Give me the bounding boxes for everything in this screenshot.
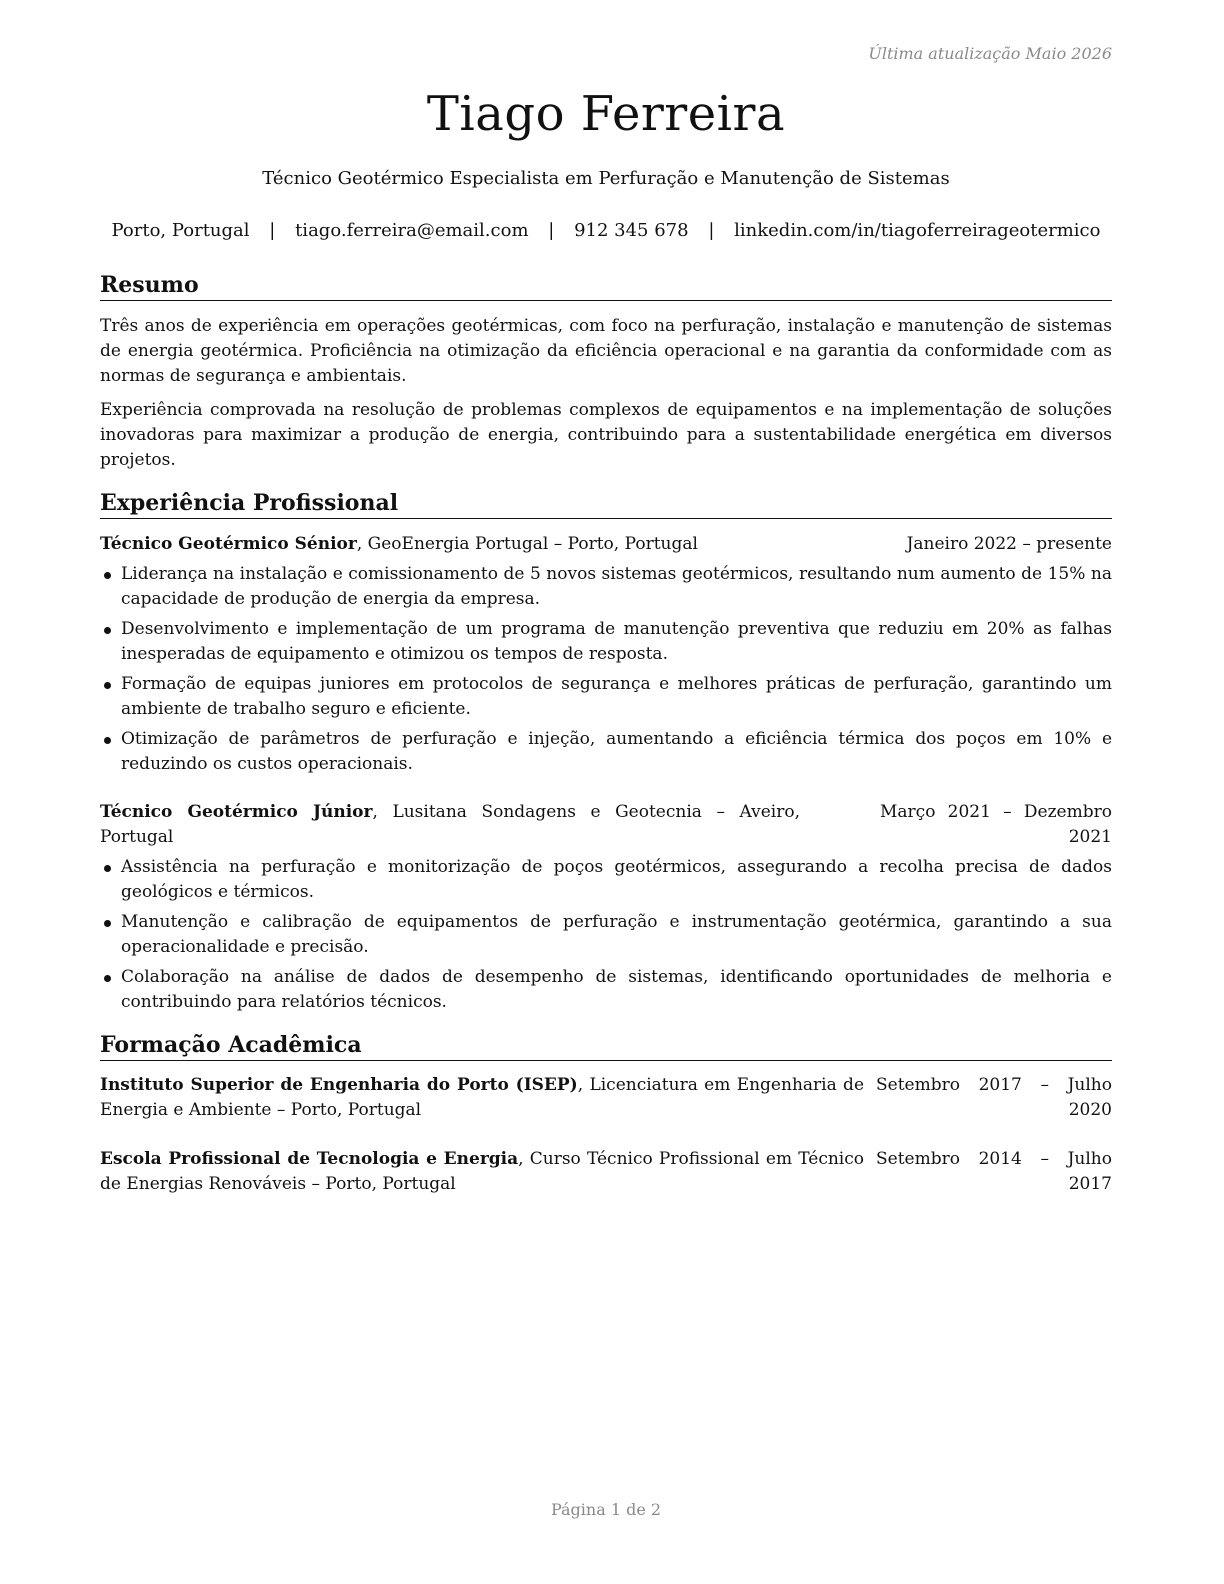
- job-role: Técnico Geotérmico Sénior: [100, 534, 357, 554]
- candidate-headline: Técnico Geotérmico Especialista em Perfuração e Manutenção de Sistemas: [262, 168, 950, 189]
- job-company: , GeoEnergia Portugal – Porto, Portugal: [356, 534, 698, 554]
- education-item: [100, 1073, 1112, 1123]
- list-item: Formação de equipas juniores em protocolos de segurança e melhores práticas de perfuração, garantindo um ambiente de trabalho seguro e eficiente.: [100, 672, 1112, 722]
- summary-paragraph: Três anos de experiência em operações geotérmicas, com foco na perfuração, instalação e manutenção de sistemas de energia geotérmica. Proficiência na otimização da eficiência operacional e na garantia da conformidade com as normas de segurança e ambientais.: [100, 316, 1112, 386]
- summary-paragraph: Experiência comprovada na resolução de problemas complexos de equipamentos e na implementação de soluções inovadoras para maximizar a produção de energia, contribuindo para a sustentabilidade energética em diversos projetos.: [100, 400, 1112, 470]
- page-number: Página 1 de 2: [550, 1500, 662, 1519]
- job-company: , Lusitana Sondagens e Geotecnia – Aveiro, Portugal: [100, 802, 800, 847]
- contact-email[interactable]: tiago.ferreira@email.com: [295, 220, 529, 241]
- list-item: Liderança na instalação e comissionamento de 5 novos sistemas geotérmicos, resultando num aumento de 15% na capacidade de produção de energia da empresa.: [100, 562, 1112, 612]
- contact-phone[interactable]: 912 345 678: [574, 220, 689, 241]
- education-dates: Setembro 2017 – Julho 2020: [876, 1075, 1112, 1120]
- contact-location: Porto, Portugal: [111, 220, 250, 241]
- candidate-name: Tiago Ferreira: [426, 86, 786, 142]
- list-item: Otimização de parâmetros de perfuração e injeção, aumentando a eficiência térmica dos poços em 10% e reduzindo os custos operacionais.: [100, 727, 1112, 777]
- education-institution: Escola Profissional de Tecnologia e Energia: [100, 1149, 519, 1169]
- job-bullets: [100, 855, 1112, 1020]
- education-institution: Instituto Superior de Engenharia do Porto (ISEP): [100, 1075, 578, 1095]
- contact-separator: |: [548, 220, 555, 241]
- job-dates: Janeiro 2022 – presente: [906, 534, 1112, 554]
- job-header: [100, 800, 1112, 850]
- job-role: Técnico Geotérmico Júnior: [100, 802, 373, 822]
- last-updated: Última atualização Maio 2026: [868, 44, 1112, 63]
- contact-line: [100, 220, 1112, 241]
- contact-separator: |: [269, 220, 276, 241]
- section-title-summary: Resumo: [100, 271, 1112, 301]
- contact-linkedin[interactable]: linkedin.com/in/tiagoferreirageotermico: [734, 220, 1101, 241]
- job-dates: Março 2021 – Dezembro 2021: [880, 802, 1112, 847]
- section-title-education: Formação Acadêmica: [100, 1031, 1112, 1061]
- resume-page: [100, 0, 1112, 1584]
- education-dates: Setembro 2014 – Julho 2017: [876, 1149, 1112, 1194]
- list-item: Colaboração na análise de dados de desempenho de sistemas, identificando oportunidades de melhoria e contribuindo para relatórios técnicos.: [100, 965, 1112, 1015]
- list-item: Desenvolvimento e implementação de um programa de manutenção preventiva que reduziu em 20% as falhas inesperadas de equipamento e otimizou os tempos de resposta.: [100, 617, 1112, 667]
- education-detail: , Licenciatura em Engenharia de Energia e Ambiente – Porto, Portugal: [100, 1075, 864, 1120]
- list-item: Assistência na perfuração e monitorização de poços geotérmicos, assegurando a recolha precisa de dados geológicos e térmicos.: [100, 855, 1112, 905]
- education-detail: , Curso Técnico Profissional em Técnico de Energias Renováveis – Porto, Portugal: [100, 1149, 864, 1194]
- contact-separator: |: [708, 220, 715, 241]
- education-item: [100, 1147, 1112, 1197]
- section-title-experience: Experiência Profissional: [100, 489, 1112, 519]
- list-item: Manutenção e calibração de equipamentos de perfuração e instrumentação geotérmica, garantindo a sua operacionalidade e precisão.: [100, 910, 1112, 960]
- job-header: [100, 532, 1112, 557]
- job-bullets: [100, 562, 1112, 782]
